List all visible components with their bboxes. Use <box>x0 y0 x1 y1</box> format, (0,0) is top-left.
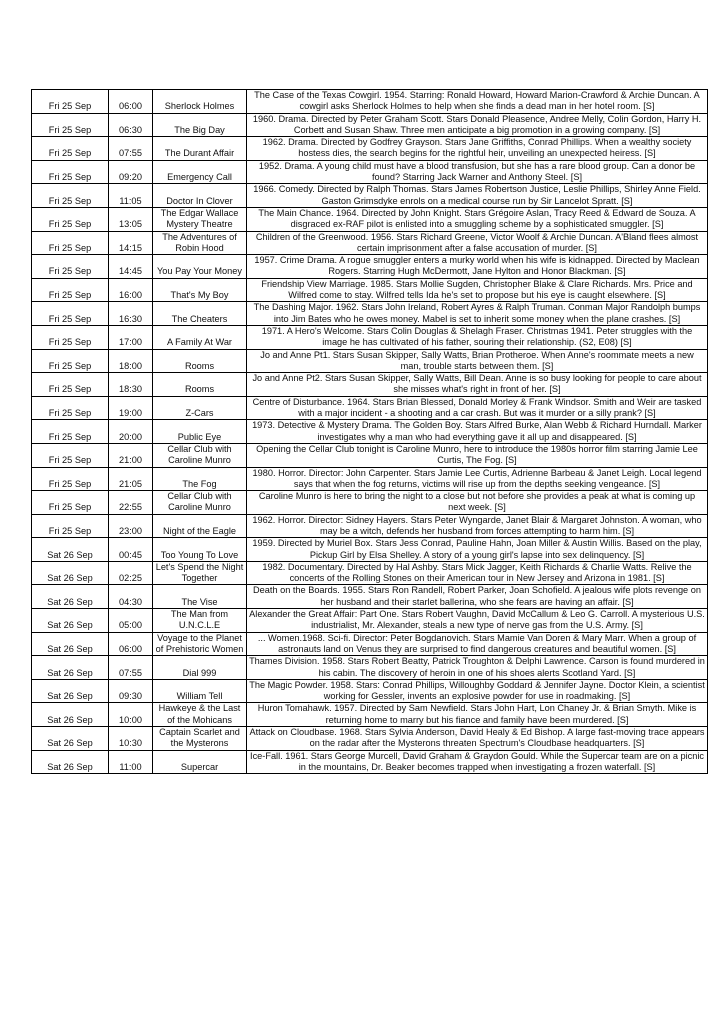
schedule-row <box>32 561 708 585</box>
description-cell: Jo and Anne Pt1. Stars Susan Skipper, Sally Watts, Brian Protheroe. When Anne's roommate meets a new man, trouble starts between them. [S] <box>247 349 708 373</box>
title-cell: The Cheaters <box>153 302 247 326</box>
schedule-row <box>32 231 708 255</box>
schedule-row <box>32 255 708 279</box>
description-cell: Friendship View Marriage. 1985. Stars Mollie Sugden, Christopher Blake & Clare Richards. Mrs. Price and Wilfred come to stay. Wilfred tells Ida he's set to propose but his eye is caught elsewhere. [S] <box>247 278 708 302</box>
date-cell: Fri 25 Sep <box>32 420 109 444</box>
schedule-row <box>32 137 708 161</box>
title-cell: The Durant Affair <box>153 137 247 161</box>
time-cell: 06:30 <box>109 113 153 137</box>
time-cell: 21:00 <box>109 443 153 467</box>
title-cell: The Man from U.N.C.L.E <box>153 609 247 633</box>
time-cell: 11:00 <box>109 750 153 774</box>
schedule-row <box>32 278 708 302</box>
title-cell: Dial 999 <box>153 656 247 680</box>
date-cell: Sat 26 Sep <box>32 538 109 562</box>
title-cell: William Tell <box>153 679 247 703</box>
schedule-row <box>32 585 708 609</box>
title-cell: Cellar Club with Caroline Munro <box>153 491 247 515</box>
title-cell: Emergency Call <box>153 160 247 184</box>
schedule-row <box>32 207 708 231</box>
description-cell: Death on the Boards. 1955. Stars Ron Randell, Robert Parker, Joan Schofield. A jealous wife plots revenge on her husband and their starlet ballerina, who she fears are having an affair. [S] <box>247 585 708 609</box>
description-cell: 1957. Crime Drama. A rogue smuggler enters a murky world when his wife is kidnapped. Directed by Maclean Rogers. Starring Hugh McDermott, Jane Hylton and Honor Blackman. [S] <box>247 255 708 279</box>
title-cell: The Vise <box>153 585 247 609</box>
time-cell: 16:00 <box>109 278 153 302</box>
schedule-row <box>32 420 708 444</box>
description-cell: Alexander the Great Affair: Part One. Stars Robert Vaughn, David McCallum & Leo G. Carroll. A mysterious U.S. industrialist, Mr. Alexander, steals a new type of nerve gas from the U.S. Army. [S] <box>247 609 708 633</box>
description-cell: Children of the Greenwood. 1956. Stars Richard Greene, Victor Woolf & Archie Duncan. A'Bland flees almost certain imprisonment after a false accusation of murder. [S] <box>247 231 708 255</box>
date-cell: Sat 26 Sep <box>32 703 109 727</box>
date-cell: Sat 26 Sep <box>32 679 109 703</box>
schedule-row <box>32 656 708 680</box>
description-cell: 1982. Documentary. Directed by Hal Ashby. Stars Mick Jagger, Keith Richards & Charlie Watts. Relive the concerts of the Rolling Stones on their American tour in New Jersey and Arizona in 1981. [S] <box>247 561 708 585</box>
description-cell: 1971. A Hero's Welcome. Stars Colin Douglas & Shelagh Fraser. Christmas 1941. Peter struggles with the image he has cultivated of his father, souring their relationship. (S2, E08) [S] <box>247 325 708 349</box>
description-cell: 1973. Detective & Mystery Drama. The Golden Boy. Stars Alfred Burke, Alan Webb & Richard Hurndall. Marker investigates why a man who had everything gave it all up and disappeared. [S] <box>247 420 708 444</box>
title-cell: Rooms <box>153 349 247 373</box>
description-cell: 1962. Horror. Director: Sidney Hayers. Stars Peter Wyngarde, Janet Blair & Margaret Johnston. A woman, who may be a witch, defends her husband from forces attempting to harm him. [S] <box>247 514 708 538</box>
date-cell: Fri 25 Sep <box>32 349 109 373</box>
time-cell: 06:00 <box>109 632 153 656</box>
time-cell: 00:45 <box>109 538 153 562</box>
title-cell: Captain Scarlet and the Mysterons <box>153 727 247 751</box>
schedule-row <box>32 184 708 208</box>
schedule-row <box>32 514 708 538</box>
time-cell: 10:30 <box>109 727 153 751</box>
title-cell: The Big Day <box>153 113 247 137</box>
date-cell: Sat 26 Sep <box>32 632 109 656</box>
title-cell: You Pay Your Money <box>153 255 247 279</box>
date-cell: Fri 25 Sep <box>32 137 109 161</box>
description-cell: The Main Chance. 1964. Directed by John Knight. Stars Grégoire Aslan, Tracy Reed & Edward de Souza. A disgraced ex-RAF pilot is enlisted into a smuggling scheme by a sophisticated smuggler. [S] <box>247 207 708 231</box>
schedule-row <box>32 679 708 703</box>
schedule-row <box>32 491 708 515</box>
title-cell: Sherlock Holmes <box>153 90 247 114</box>
description-cell: 1960. Drama. Directed by Peter Graham Scott. Stars Donald Pleasence, Andree Melly, Colin Gordon, Harry H. Corbett and Susan Shaw. Three men anticipate a big promotion in a growing company. [S] <box>247 113 708 137</box>
title-cell: Cellar Club with Caroline Munro <box>153 443 247 467</box>
schedule-row <box>32 90 708 114</box>
title-cell: Voyage to the Planet of Prehistoric Women <box>153 632 247 656</box>
time-cell: 11:05 <box>109 184 153 208</box>
schedule-row <box>32 632 708 656</box>
date-cell: Sat 26 Sep <box>32 609 109 633</box>
description-cell: 1966. Comedy. Directed by Ralph Thomas. Stars James Robertson Justice, Leslie Phillips, Shirley Anne Field. Gaston Grimsdyke enrols on a medical course run by Sir Lancelot Spratt. [S] <box>247 184 708 208</box>
description-cell: ... Women.1968. Sci-fi. Director: Peter Bogdanovich. Stars Mamie Van Doren & Mary Marr. When a group of astronauts land on Venus they are surprised to find dangerous creatures and beautiful women. [S] <box>247 632 708 656</box>
date-cell: Fri 25 Sep <box>32 278 109 302</box>
date-cell: Fri 25 Sep <box>32 113 109 137</box>
date-cell: Fri 25 Sep <box>32 255 109 279</box>
time-cell: 14:45 <box>109 255 153 279</box>
title-cell: That's My Boy <box>153 278 247 302</box>
title-cell: Hawkeye & the Last of the Mohicans <box>153 703 247 727</box>
time-cell: 22:55 <box>109 491 153 515</box>
title-cell: Let's Spend the Night Together <box>153 561 247 585</box>
title-cell: The Fog <box>153 467 247 491</box>
description-cell: Centre of Disturbance. 1964. Stars Brian Blessed, Donald Morley & Frank Windsor. Smith and Weir are tasked with a major incident - a shooting and a car crash. But was it murder or a silly prank? [S] <box>247 396 708 420</box>
date-cell: Fri 25 Sep <box>32 160 109 184</box>
date-cell: Fri 25 Sep <box>32 90 109 114</box>
schedule-row <box>32 373 708 397</box>
description-cell: Ice-Fall. 1961. Stars George Murcell, David Graham & Graydon Gould. While the Supercar team are on a picnic in the mountains, Dr. Beaker becomes trapped when investigating a frozen waterfall. [S] <box>247 750 708 774</box>
title-cell: A Family At War <box>153 325 247 349</box>
title-cell: Z-Cars <box>153 396 247 420</box>
description-cell: Thames Division. 1958. Stars Robert Beatty, Patrick Troughton & Delphi Lawrence. Carson is found murdered in his cabin. The discovery of heroin in one of his shoes alerts Scotland Yard. [S] <box>247 656 708 680</box>
description-cell: Jo and Anne Pt2. Stars Susan Skipper, Sally Watts, Bill Dean. Anne is so busy looking for people to care about she misses what's right in front of her. [S] <box>247 373 708 397</box>
description-cell: Attack on Cloudbase. 1968. Stars Sylvia Anderson, David Healy & Ed Bishop. A large fast-moving trace appears on the radar after the Mysterons threaten Spectrum's Cloudbase headquarters. [S] <box>247 727 708 751</box>
date-cell: Fri 25 Sep <box>32 231 109 255</box>
description-cell: 1959. Directed by Muriel Box. Stars Jess Conrad, Pauline Hahn, Joan Miller & Austin Willis. Based on the play, Pickup Girl by Elsa Shelley. A story of a young girl's lapse into sex delinquency. [S] <box>247 538 708 562</box>
description-cell: 1952. Drama. A young child must have a blood transfusion, but she has a rare blood group. Can a donor be found? Starring Jack Warner and Anthony Steel. [S] <box>247 160 708 184</box>
time-cell: 02:25 <box>109 561 153 585</box>
description-cell: The Dashing Major. 1962. Stars John Ireland, Robert Ayres & Ralph Truman. Conman Major Randolph bumps into Jim Bates who he owes money. Mabel is set to inherit some money when the plane crashes. [S] <box>247 302 708 326</box>
schedule-row <box>32 467 708 491</box>
time-cell: 19:00 <box>109 396 153 420</box>
time-cell: 09:30 <box>109 679 153 703</box>
title-cell: Doctor In Clover <box>153 184 247 208</box>
time-cell: 18:30 <box>109 373 153 397</box>
date-cell: Fri 25 Sep <box>32 514 109 538</box>
time-cell: 04:30 <box>109 585 153 609</box>
date-cell: Fri 25 Sep <box>32 491 109 515</box>
time-cell: 16:30 <box>109 302 153 326</box>
title-cell: Rooms <box>153 373 247 397</box>
date-cell: Sat 26 Sep <box>32 727 109 751</box>
schedule-row <box>32 443 708 467</box>
schedule-row <box>32 538 708 562</box>
time-cell: 10:00 <box>109 703 153 727</box>
schedule-row <box>32 160 708 184</box>
title-cell: The Edgar Wallace Mystery Theatre <box>153 207 247 231</box>
time-cell: 07:55 <box>109 656 153 680</box>
title-cell: Public Eye <box>153 420 247 444</box>
title-cell: Supercar <box>153 750 247 774</box>
schedule-body <box>32 90 708 774</box>
time-cell: 23:00 <box>109 514 153 538</box>
date-cell: Fri 25 Sep <box>32 325 109 349</box>
schedule-table <box>31 89 708 774</box>
description-cell: Huron Tomahawk. 1957. Directed by Sam Newfield. Stars John Hart, Lon Chaney Jr. & Brian Smyth. Mike is returning home to marry but his fiance and family have been murdered. [S] <box>247 703 708 727</box>
time-cell: 21:05 <box>109 467 153 491</box>
date-cell: Sat 26 Sep <box>32 656 109 680</box>
time-cell: 18:00 <box>109 349 153 373</box>
time-cell: 20:00 <box>109 420 153 444</box>
schedule-row <box>32 113 708 137</box>
schedule-row <box>32 302 708 326</box>
time-cell: 13:05 <box>109 207 153 231</box>
date-cell: Sat 26 Sep <box>32 585 109 609</box>
date-cell: Sat 26 Sep <box>32 561 109 585</box>
title-cell: Too Young To Love <box>153 538 247 562</box>
description-cell: 1980. Horror. Director: John Carpenter. Stars Jamie Lee Curtis, Adrienne Barbeau & Janet Leigh. Local legend says that when the fog returns, victims will rise up from the depths seeking vengeance. [S] <box>247 467 708 491</box>
title-cell: The Adventures of Robin Hood <box>153 231 247 255</box>
description-cell: The Magic Powder. 1958. Stars: Conrad Phillips, Willoughby Goddard & Jennifer Jayne. Doctor Klein, a scientist working for Gessler, invents an explosive powder for use in roadmaking. [S] <box>247 679 708 703</box>
date-cell: Fri 25 Sep <box>32 467 109 491</box>
schedule-row <box>32 727 708 751</box>
description-cell: The Case of the Texas Cowgirl. 1954. Starring: Ronald Howard, Howard Marion-Crawford & Archie Duncan. A cowgirl asks Sherlock Holmes to help when she finds a dead man in her hotel room. [S] <box>247 90 708 114</box>
date-cell: Sat 26 Sep <box>32 750 109 774</box>
description-cell: 1962. Drama. Directed by Godfrey Grayson. Stars Jane Griffiths, Conrad Phillips. When a wealthy society hostess dies, the search begins for the rightful heir, unveiling an unexpected heiress. [S] <box>247 137 708 161</box>
time-cell: 09:20 <box>109 160 153 184</box>
description-cell: Opening the Cellar Club tonight is Caroline Munro, here to introduce the 1980s horror film starring Jamie Lee Curtis, The Fog. [S] <box>247 443 708 467</box>
description-cell: Caroline Munro is here to bring the night to a close but not before she provides a peak at what is coming up next week. [S] <box>247 491 708 515</box>
schedule-sheet <box>31 89 708 774</box>
time-cell: 07:55 <box>109 137 153 161</box>
time-cell: 05:00 <box>109 609 153 633</box>
schedule-row <box>32 325 708 349</box>
schedule-row <box>32 396 708 420</box>
title-cell: Night of the Eagle <box>153 514 247 538</box>
date-cell: Fri 25 Sep <box>32 443 109 467</box>
date-cell: Fri 25 Sep <box>32 207 109 231</box>
schedule-row <box>32 750 708 774</box>
schedule-row <box>32 349 708 373</box>
date-cell: Fri 25 Sep <box>32 373 109 397</box>
schedule-row <box>32 609 708 633</box>
schedule-row <box>32 703 708 727</box>
date-cell: Fri 25 Sep <box>32 396 109 420</box>
time-cell: 06:00 <box>109 90 153 114</box>
time-cell: 17:00 <box>109 325 153 349</box>
date-cell: Fri 25 Sep <box>32 184 109 208</box>
time-cell: 14:15 <box>109 231 153 255</box>
date-cell: Fri 25 Sep <box>32 302 109 326</box>
